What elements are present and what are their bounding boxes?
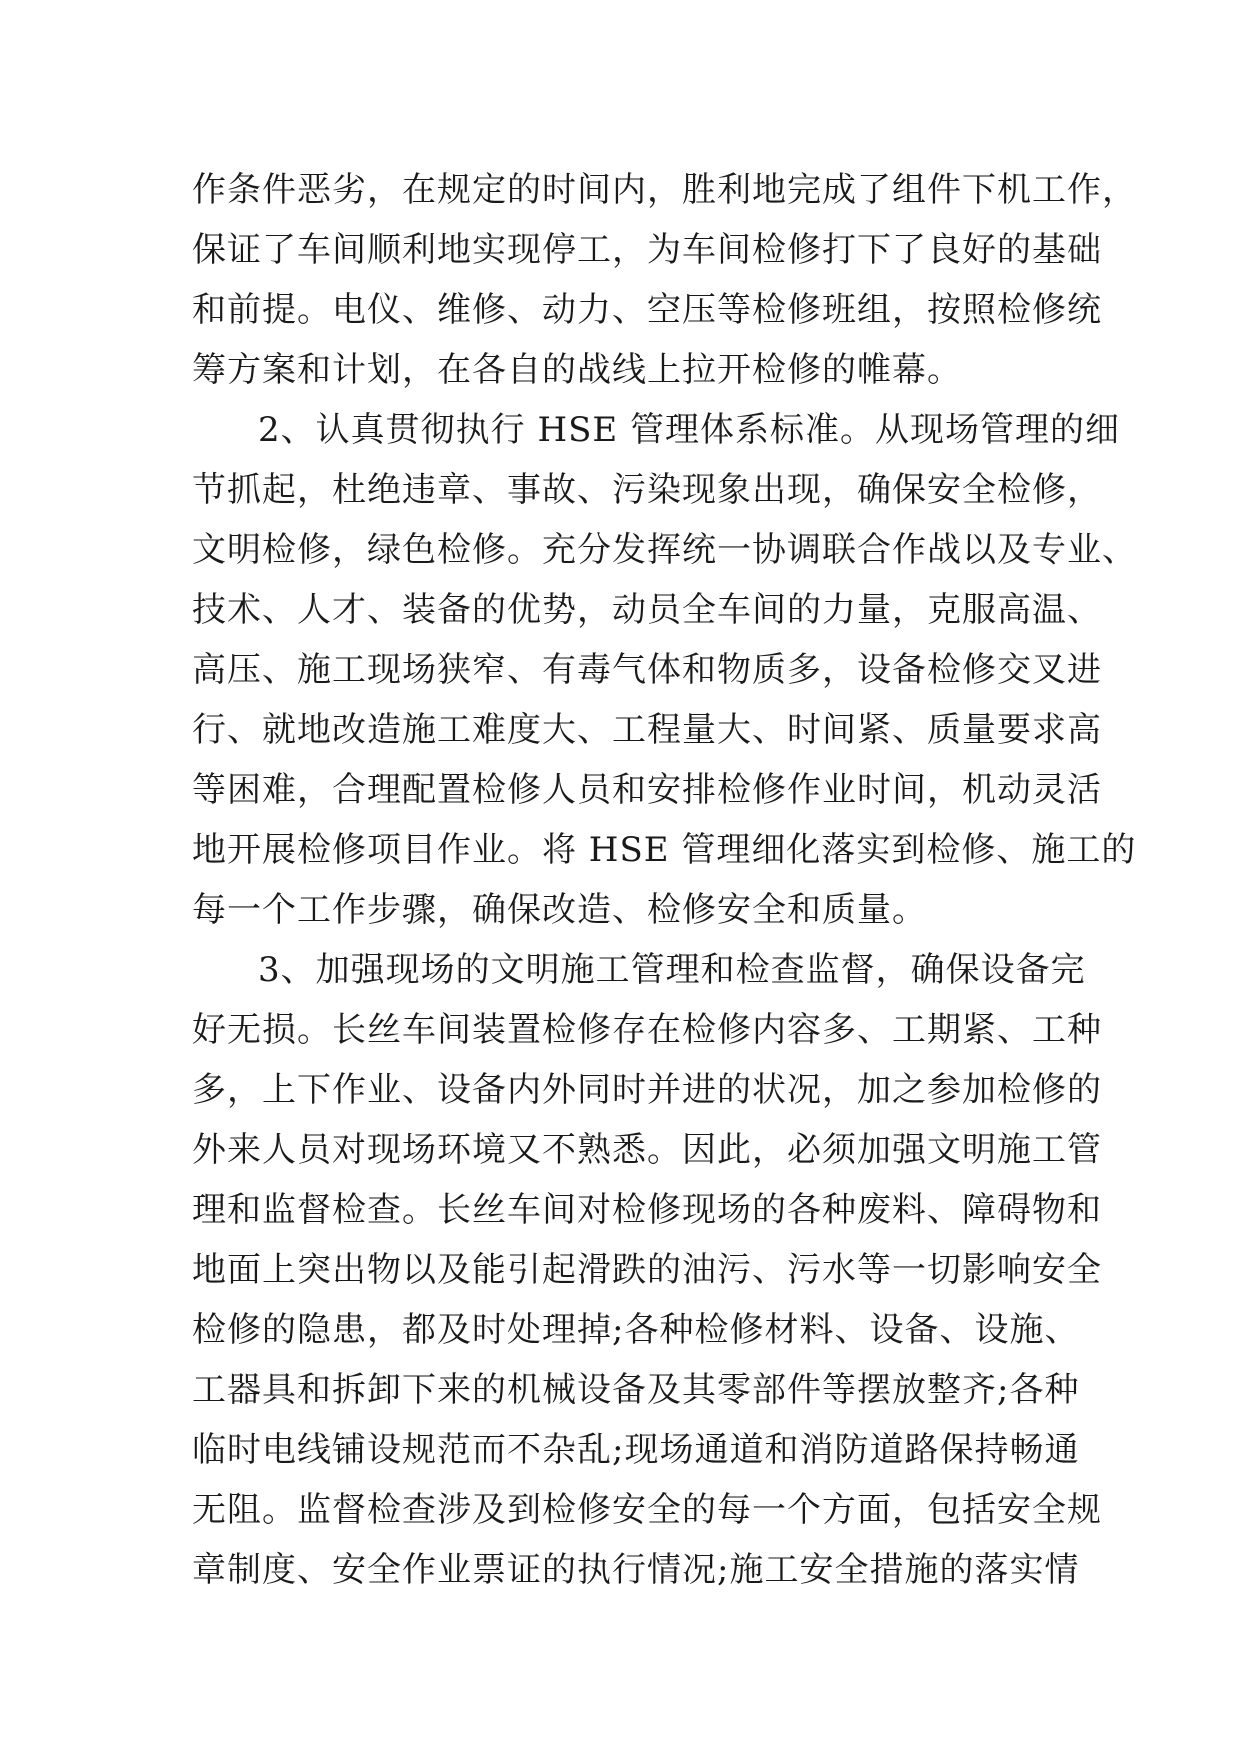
text-line: 节抓起，杜绝违章、事故、污染现象出现，确保安全检修，: [192, 470, 1102, 510]
text-line: 筹方案和计划，在各自的战线上拉开检修的帷幕。: [192, 350, 962, 390]
text-line: 和前提。电仪、维修、动力、空压等检修班组，按照检修统: [192, 290, 1102, 330]
text-line: 等困难，合理配置检修人员和安排检修作业时间，机动灵活: [192, 770, 1102, 810]
text-line: 高压、施工现场狭窄、有毒气体和物质多，设备检修交叉进: [192, 650, 1102, 690]
text-line: 理和监督检查。长丝车间对检修现场的各种废料、障碍物和: [192, 1190, 1102, 1230]
paragraph-start-line: 3、加强现场的文明施工管理和检查监督，确保设备完: [258, 950, 1086, 990]
text-line: 好无损。长丝车间装置检修存在检修内容多、工期紧、工种: [192, 1010, 1102, 1050]
text-line: 文明检修，绿色检修。充分发挥统一协调联合作战以及专业、: [192, 530, 1137, 570]
text-line: 外来人员对现场环境又不熟悉。因此，必须加强文明施工管: [192, 1130, 1102, 1170]
text-line: 临时电线铺设规范而不杂乱;现场通道和消防道路保持畅通: [192, 1430, 1080, 1470]
paragraph-start-line: 2、认真贯彻执行 HSE 管理体系标准。从现场管理的细: [258, 410, 1121, 450]
document-body: [192, 160, 1137, 1600]
text-line: 无阻。监督检查涉及到检修安全的每一个方面，包括安全规: [192, 1490, 1102, 1530]
text-line: 地开展检修项目作业。将 HSE 管理细化落实到检修、施工的: [192, 830, 1137, 870]
text-line: 行、就地改造施工难度大、工程量大、时间紧、质量要求高: [192, 710, 1102, 750]
text-line: 地面上突出物以及能引起滑跌的油污、污水等一切影响安全: [192, 1250, 1102, 1290]
text-line: 多，上下作业、设备内外同时并进的状况，加之参加检修的: [192, 1070, 1102, 1110]
text-line: 每一个工作步骤，确保改造、检修安全和质量。: [192, 890, 927, 930]
text-line: 工器具和拆卸下来的机械设备及其零部件等摆放整齐;各种: [192, 1370, 1080, 1410]
text-line: 章制度、安全作业票证的执行情况;施工安全措施的落实情: [192, 1550, 1080, 1590]
text-line: 作条件恶劣，在规定的时间内，胜利地完成了组件下机工作，: [192, 170, 1137, 210]
text-line: 技术、人才、装备的优势，动员全车间的力量，克服高温、: [192, 590, 1102, 630]
text-line: 检修的隐患，都及时处理掉;各种检修材料、设备、设施、: [192, 1310, 1080, 1350]
text-line: 保证了车间顺利地实现停工，为车间检修打下了良好的基础: [192, 230, 1102, 270]
